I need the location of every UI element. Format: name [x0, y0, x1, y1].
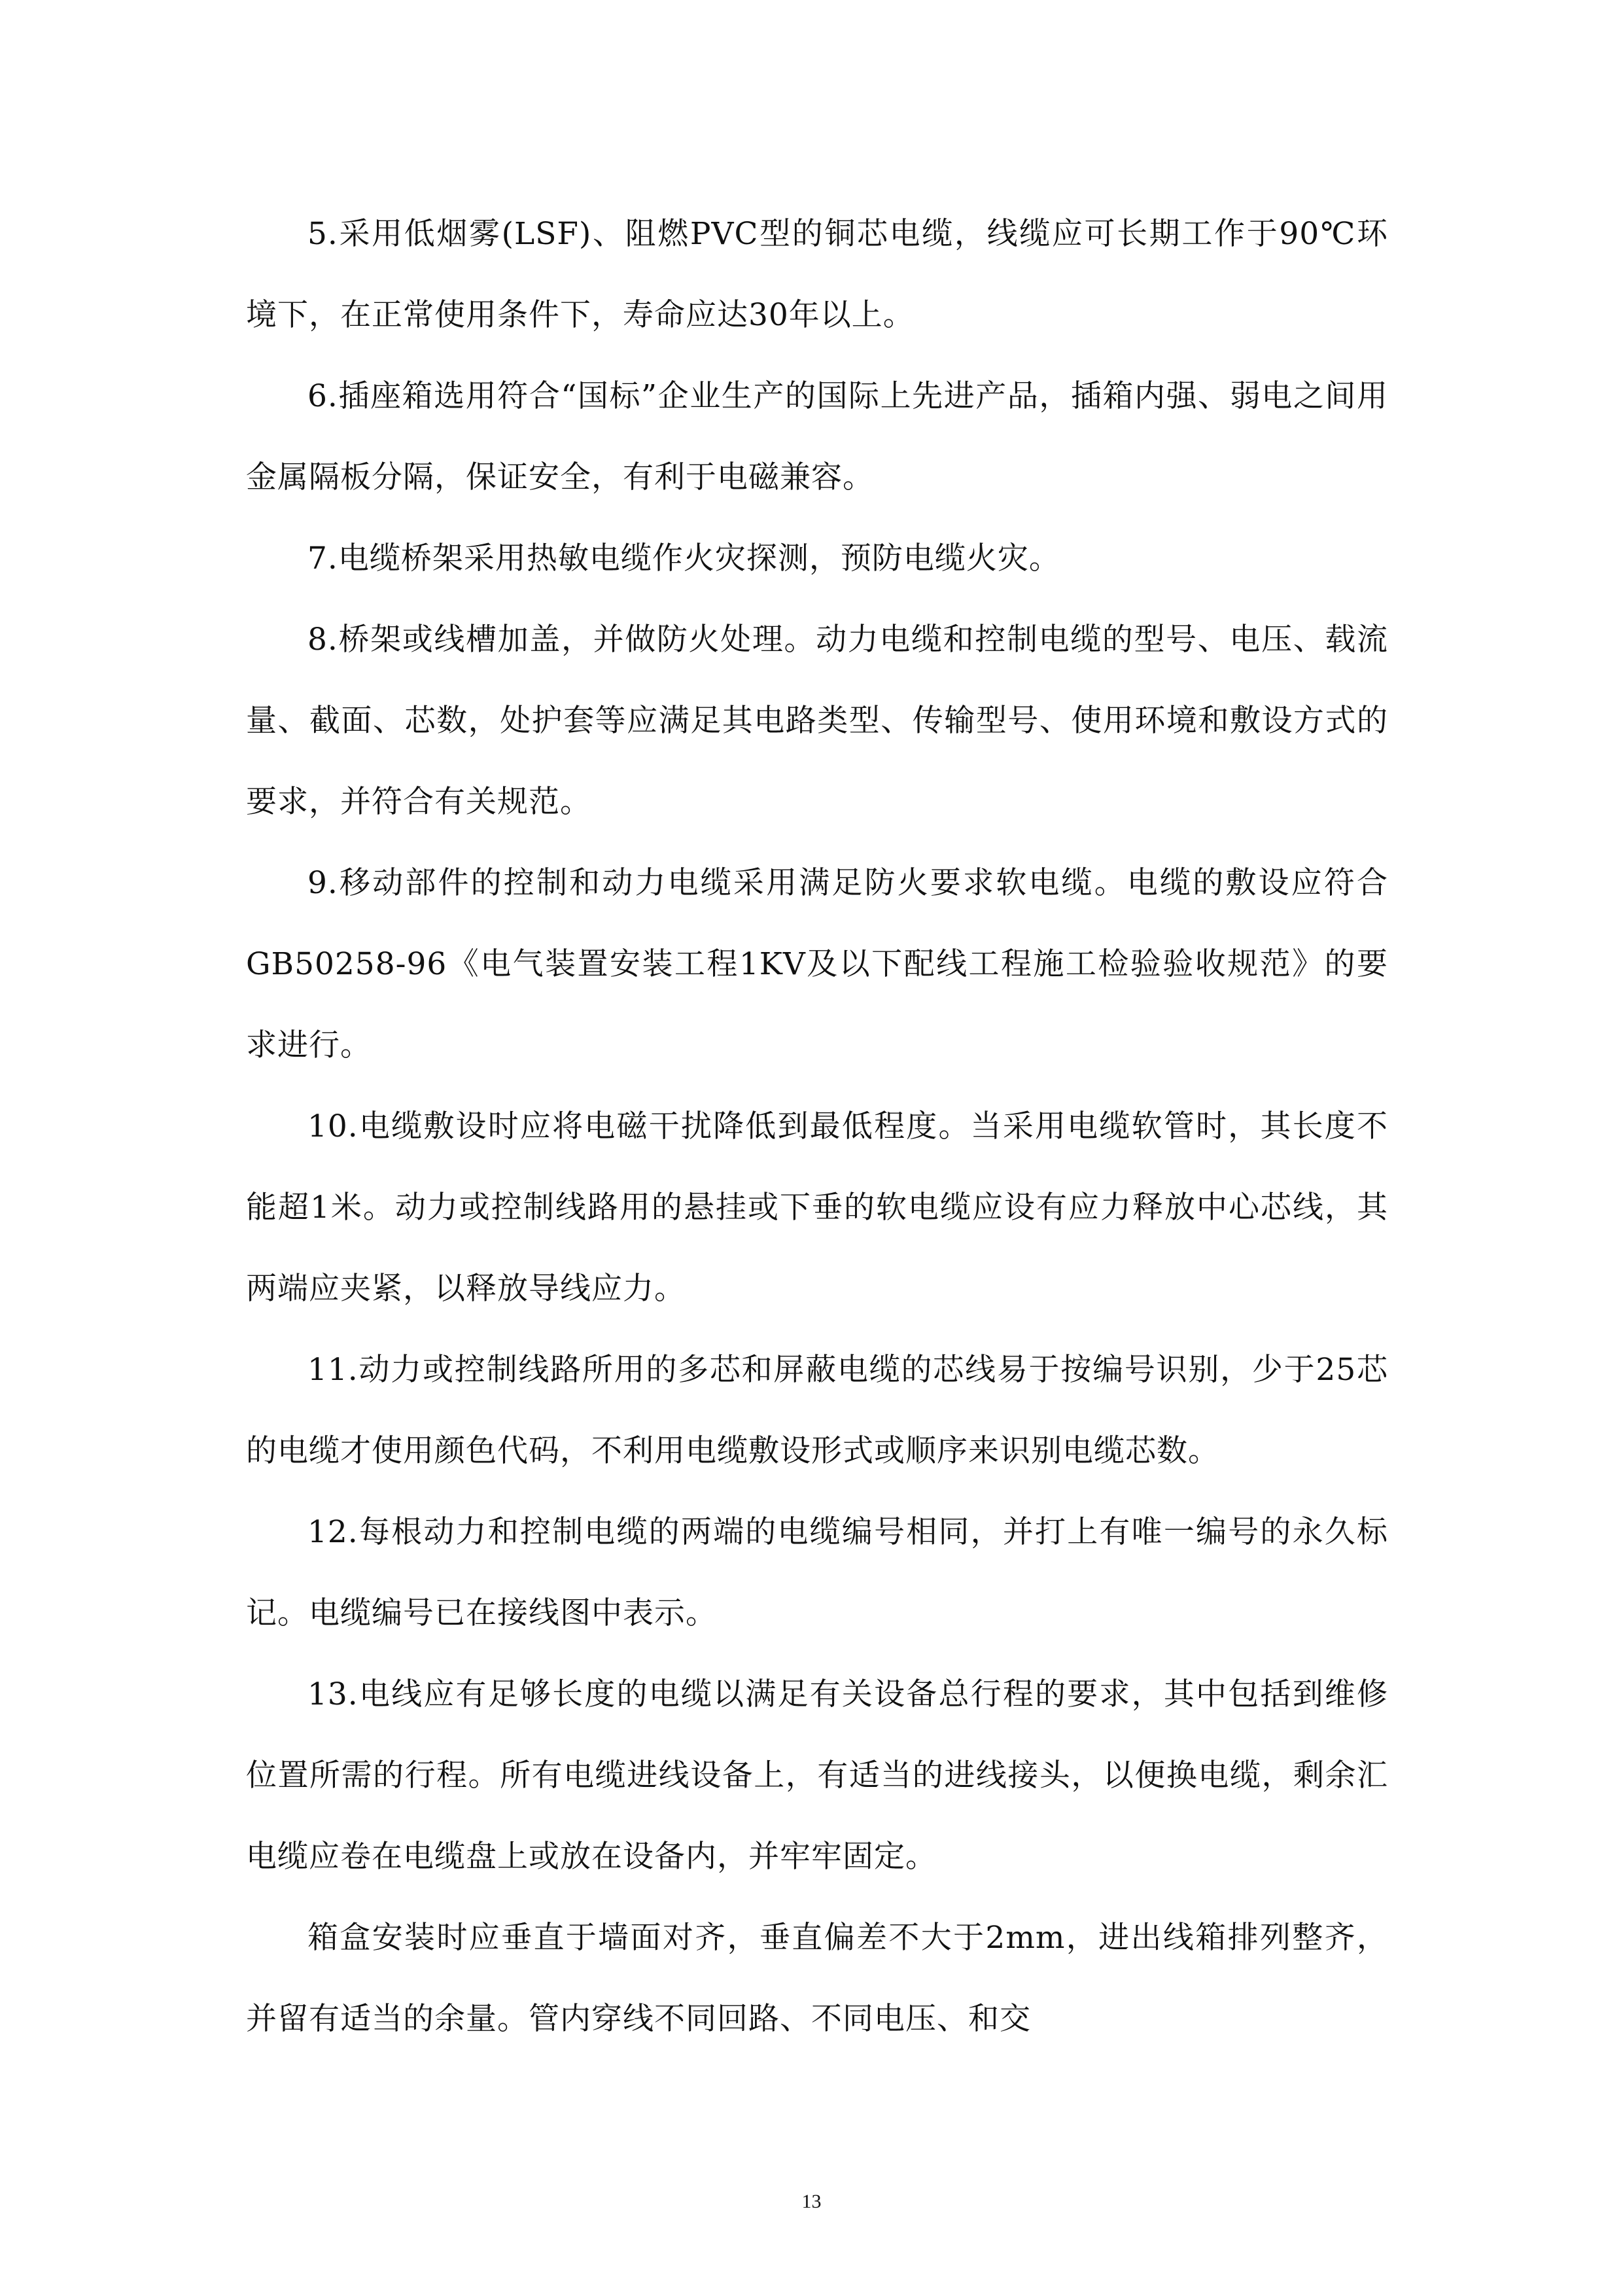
paragraph-item-13: 13.电线应有足够长度的电缆以满足有关设备总行程的要求，其中包括到维修位置所需的行程。所有电缆进线设备上，有适当的进线接头，以便换电缆，剩余汇电缆应卷在电缆盘上或放在设备内，并牢牢固定。 [246, 1676, 1388, 1875]
paragraph-item-7: 7.电缆桥架采用热敏电缆作火灾探测，预防电缆火灾。 [307, 540, 1060, 576]
paragraph-item-8: 8.桥架或线槽加盖，并做防火处理。动力电缆和控制电缆的型号、电压、载流量、截面、芯数，处护套等应满足其电路类型、传输型号、使用环境和敷设方式的要求，并符合有关规范。 [246, 622, 1388, 820]
paragraph-item-12: 12.每根动力和控制电缆的两端的电缆编号相同，并打上有唯一编号的永久标记。电缆编号已在接线图中表示。 [246, 1514, 1388, 1631]
body-text [246, 194, 1388, 2060]
page-number: 13 [801, 2191, 822, 2212]
paragraph-item-5: 5.采用低烟雾(LSF)、阻燃PVC型的铜芯电缆，线缆应可长期工作于90℃环境下，在正常使用条件下，寿命应达30年以上。 [246, 216, 1388, 333]
paragraph-item-9: 9.移动部件的控制和动力电缆采用满足防火要求软电缆。电缆的敷设应符合GB50258-96《电气装置安装工程1KV及以下配线工程施工检验验收规范》的要求进行。 [246, 865, 1388, 1063]
paragraph-box-installation: 箱盒安装时应垂直于墙面对齐，垂直偏差不大于2mm，进出线箱排列整齐，并留有适当的余量。管内穿线不同回路、不同电压、和交 [246, 1920, 1388, 2037]
paragraph-item-6: 6.插座箱选用符合“国标”企业生产的国际上先进产品，插箱内强、弱电之间用金属隔板分隔，保证安全，有利于电磁兼容。 [246, 378, 1388, 495]
paragraph-item-10: 10.电缆敷设时应将电磁干扰降低到最低程度。当采用电缆软管时，其长度不能超1米。动力或控制线路用的悬挂或下垂的软电缆应设有应力释放中心芯线，其两端应夹紧，以释放导线应力。 [246, 1108, 1388, 1307]
paragraph-item-11: 11.动力或控制线路所用的多芯和屏蔽电缆的芯线易于按编号识别，少于25芯的电缆才使用颜色代码，不利用电缆敷设形式或顺序来识别电缆芯数。 [246, 1352, 1388, 1469]
